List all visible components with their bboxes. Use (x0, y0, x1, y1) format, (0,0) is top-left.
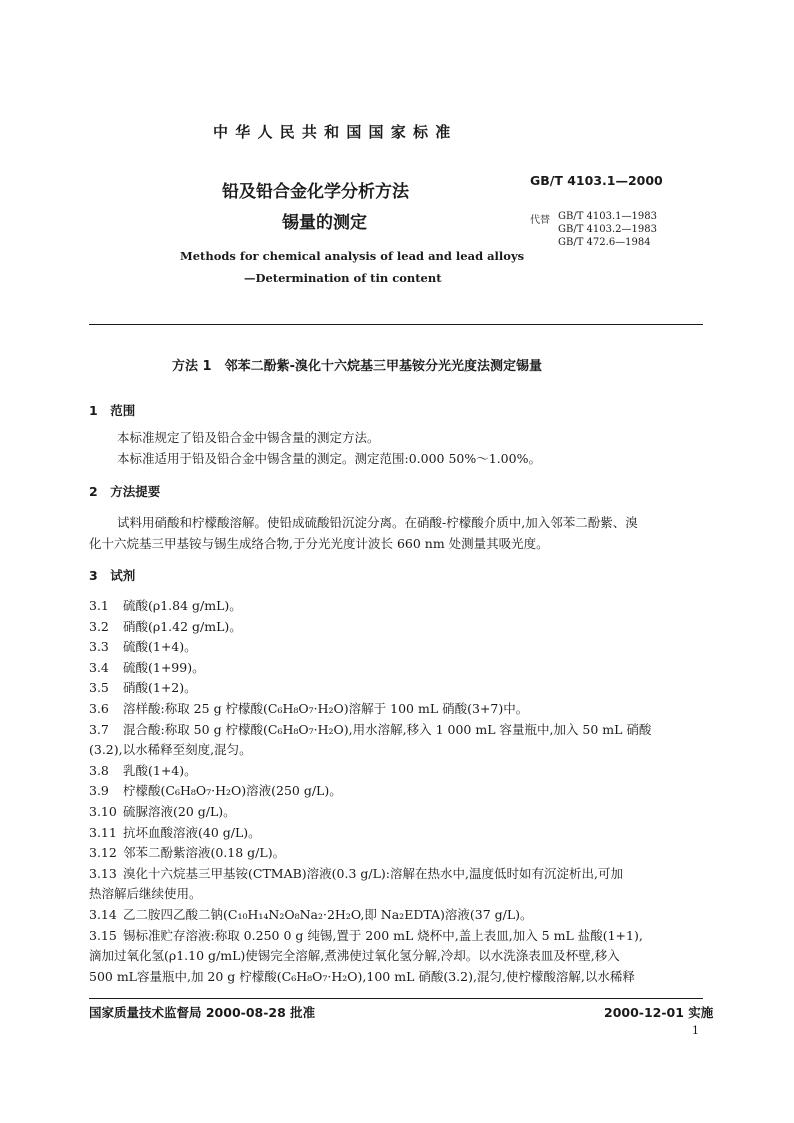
item-text: 乙二胺四乙酸二钠(C₁₀H₁₄N₂O₈Na₂·2H₂O,即 Na₂EDTA)溶液(37 g/L)。 (123, 906, 533, 922)
paragraph: 本标准规定了铅及铅合金中锡含量的测定方法。 (117, 430, 380, 445)
item-text: 乳酸(1+4)。 (123, 762, 197, 778)
replaces-item: GB/T 4103.2—1983 (558, 224, 657, 235)
item-text: 硫脲溶液(20 g/L)。 (123, 803, 236, 819)
item-number: 3.10 (89, 803, 117, 819)
item-text: 硝酸(ρ1.42 g/mL)。 (123, 618, 242, 634)
item-text: 硫酸(ρ1.84 g/mL)。 (123, 598, 242, 613)
paragraph: 试料用硝酸和柠檬酸溶解。使铅成硫酸铅沉淀分离。在硝酸-柠檬酸介质中,加入邻苯二酚紫、溴 (117, 515, 638, 530)
section-heading: 2 方法提要 (89, 484, 161, 499)
item-text: 柠檬酸(C₆H₈O₇·H₂O)溶液(250 g/L)。 (123, 783, 342, 799)
item-text: 硫酸(1+4)。 (123, 639, 197, 655)
list-item (89, 637, 703, 658)
list-item (89, 720, 703, 741)
document-subtitle-cn: 锡量的测定 (282, 213, 367, 233)
header-divider (89, 324, 703, 325)
item-number: 3.12 (89, 845, 117, 861)
list-item (89, 802, 703, 823)
replaces-item: GB/T 4103.1—1983 (558, 211, 657, 222)
method-title: 方法 1 邻苯二酚紫-溴化十六烷基三甲基铵分光光度法测定锡量 (172, 359, 542, 374)
item-text: 硫酸(1+99)。 (123, 659, 205, 675)
item-text: 溶样酸:称取 25 g 柠檬酸(C₆H₈O₇·H₂O)溶解于 100 mL 硝酸(3+7)中。 (123, 700, 529, 716)
item-number: 3.8 (89, 762, 109, 778)
item-number: 3.3 (89, 639, 109, 655)
list-item (89, 761, 703, 782)
standard-code: GB/T 4103.1—2000 (530, 173, 663, 188)
item-number: 3.9 (89, 783, 109, 799)
section-heading: 1 范围 (89, 403, 136, 418)
list-item-continuation: 热溶解后继续使用。 (89, 886, 202, 902)
list-item (89, 658, 703, 679)
item-text: 混合酸:称取 50 g 柠檬酸(C₆H₈O₇·H₂O),用水溶解,移入 1 000 mL 容量瓶中,加入 50 mL 硝酸 (123, 721, 652, 737)
item-text: 抗坏血酸溶液(40 g/L)。 (123, 824, 261, 840)
national-standard-heading: 中 华 人 民 共 和 国 国 家 标 准 (213, 123, 452, 141)
item-text: 硝酸(1+2)。 (123, 680, 197, 696)
item-number: 3.11 (89, 824, 117, 840)
list-item-continuation: (3.2),以水稀释至刻度,混匀。 (89, 742, 252, 758)
item-number: 3.7 (89, 721, 109, 737)
list-item (89, 699, 703, 720)
list-item (89, 823, 703, 844)
document-title-cn: 铅及铅合金化学分析方法 (222, 182, 409, 202)
list-item (89, 926, 703, 947)
list-item (89, 678, 703, 699)
document-title-en: Methods for chemical analysis of lead and lead alloys (180, 249, 525, 263)
list-item (89, 617, 703, 638)
paragraph: 化十六烷基三甲基铵与锡生成络合物,于分光光度计波长 660 nm 处测量其吸光度。 (89, 536, 549, 551)
reagent-list (89, 596, 703, 987)
list-item-continuation: 500 mL容量瓶中,加 20 g 柠檬酸(C₆H₈O₇·H₂O),100 mL 硝酸(3.2),混匀,使柠檬酸溶解,以水稀释 (89, 968, 635, 984)
list-item (89, 781, 703, 802)
list-item (89, 864, 703, 885)
item-number: 3.4 (89, 659, 109, 675)
replaces-label: 代替 (530, 215, 550, 226)
item-number: 3.6 (89, 700, 109, 716)
replaces-item: GB/T 472.6—1984 (558, 237, 651, 248)
section-heading: 3 试剂 (89, 568, 136, 583)
item-number: 3.14 (89, 906, 117, 922)
list-item-continuation: 滴加过氧化氢(ρ1.10 g/mL)使锡完全溶解,煮沸使过氧化氢分解,冷却。以水洗涤表皿及杯壁,移入 (89, 948, 620, 964)
item-text: 锡标准贮存溶液:称取 0.250 0 g 纯锡,置于 200 mL 烧杯中,盖上表皿,加入 5 mL 盐酸(1+1), (123, 927, 643, 943)
list-item (89, 843, 703, 864)
list-item (89, 905, 703, 926)
item-text: 邻苯二酚紫溶液(0.18 g/L)。 (123, 845, 286, 861)
page-number: 1 (692, 1024, 699, 1037)
item-number: 3.2 (89, 618, 109, 634)
item-text: 溴化十六烷基三甲基铵(CTMAB)溶液(0.3 g/L):溶解在热水中,温度低时如有沉淀析出,可加 (123, 865, 623, 881)
list-item (89, 596, 703, 617)
item-number: 3.13 (89, 865, 117, 881)
approval-info: 国家质量技术监督局 2000-08-28 批准 (89, 1005, 316, 1020)
item-number: 3.5 (89, 680, 109, 696)
item-number: 3.15 (89, 927, 117, 943)
footer-divider (89, 998, 703, 999)
document-subtitle-en: —Determination of tin content (244, 271, 442, 285)
paragraph: 本标准适用于铅及铅合金中锡含量的测定。测定范围:0.000 50%～1.00%。 (117, 451, 541, 466)
effective-date: 2000-12-01 实施 (604, 1005, 714, 1020)
item-number: 3.1 (89, 598, 109, 613)
